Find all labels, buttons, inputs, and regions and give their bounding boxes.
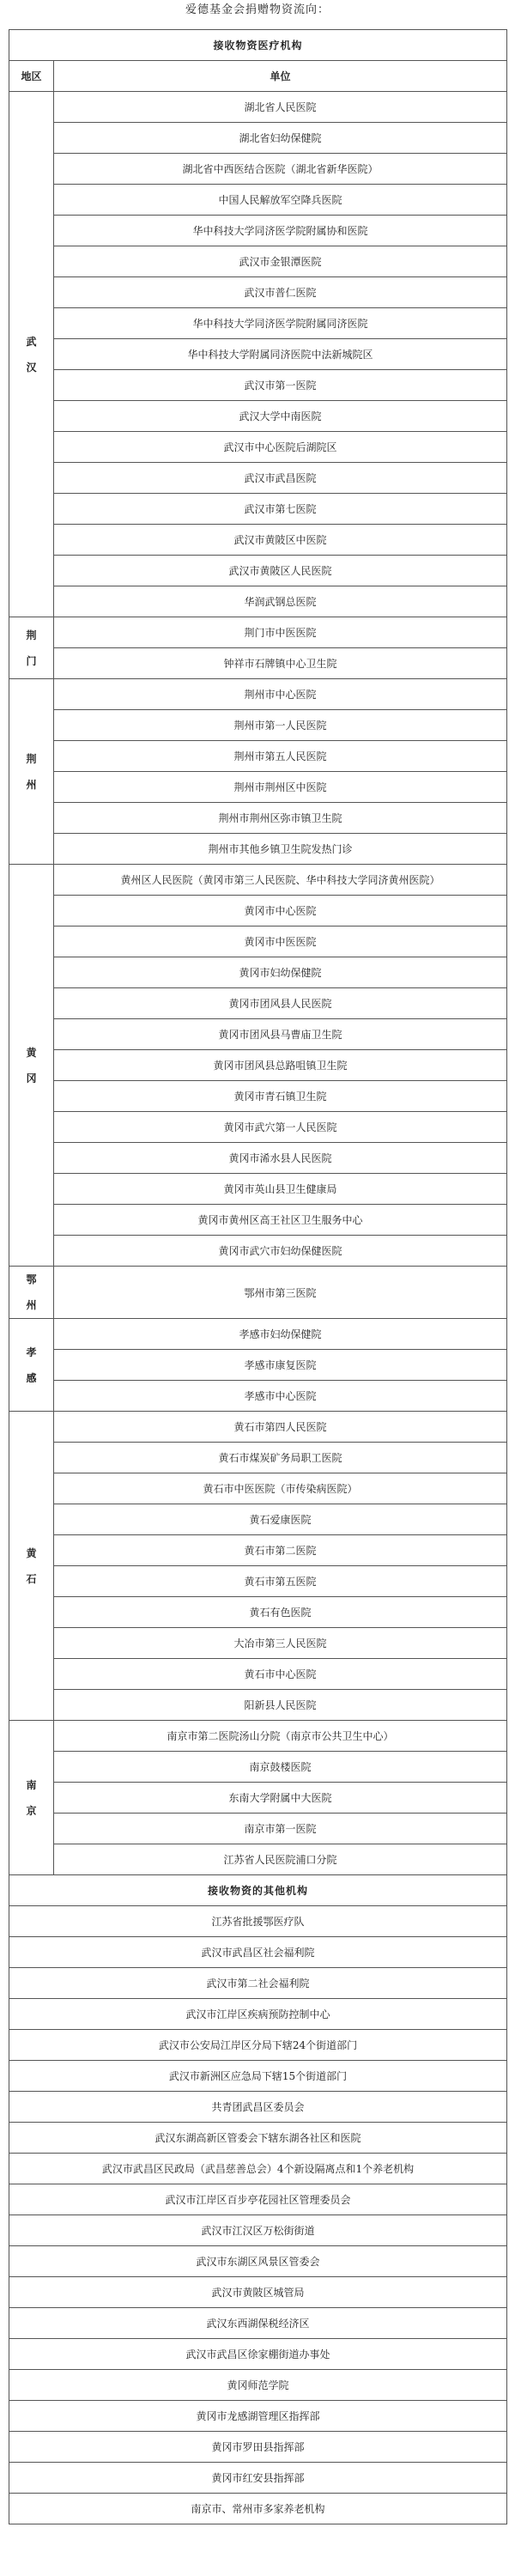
- unit-cell: 黄冈市龙感湖管理区指挥部: [9, 2401, 507, 2432]
- unit-cell: 武汉市中心医院后湖院区: [54, 432, 507, 463]
- unit-cell: 湖北省中西医结合医院（湖北省新华医院）: [54, 154, 507, 185]
- unit-cell: 华润武钢总医院: [54, 586, 507, 617]
- unit-cell: 黄石市煤炭矿务局职工医院: [54, 1443, 507, 1473]
- unit-cell: 武汉市新洲区应急局下辖15个街道部门: [9, 2061, 507, 2092]
- unit-cell: 南京鼓楼医院: [54, 1752, 507, 1783]
- table-row: [9, 679, 507, 710]
- unit-cell: 荆州市荆州区弥市镇卫生院: [54, 803, 507, 834]
- table-row: [9, 803, 507, 834]
- table-row: [9, 1814, 507, 1844]
- unit-cell: 孝感市中心医院: [54, 1381, 507, 1412]
- table-row: [9, 617, 507, 648]
- unit-cell: 黄石爱康医院: [54, 1504, 507, 1535]
- unit-cell: 大冶市第三人民医院: [54, 1628, 507, 1659]
- unit-cell: 黄冈市妇幼保健院: [54, 957, 507, 988]
- unit-cell: 黄石市第五医院: [54, 1566, 507, 1597]
- unit-cell: 武汉市黄陂区中医院: [54, 525, 507, 556]
- table-row: [9, 401, 507, 432]
- table-row: [9, 2308, 507, 2339]
- unit-cell: 鄂州市第三医院: [54, 1267, 507, 1319]
- unit-cell: 孝感市康复医院: [54, 1350, 507, 1381]
- unit-cell: 南京市第二医院汤山分院（南京市公共卫生中心）: [54, 1721, 507, 1752]
- unit-cell: 南京市、常州市多家养老机构: [9, 2494, 507, 2524]
- unit-cell: 武汉市武昌区民政局（武昌慈善总会）4个新设隔离点和1个养老机构: [9, 2154, 507, 2184]
- unit-cell: 武汉市普仁医院: [54, 277, 507, 308]
- table-row: [9, 1236, 507, 1267]
- section-title-other: 接收物资的其他机构: [9, 1875, 507, 1906]
- unit-cell: 黄冈市英山县卫生健康局: [54, 1174, 507, 1205]
- unit-cell: 荆州市第五人民医院: [54, 741, 507, 772]
- table-row: [9, 1174, 507, 1205]
- table-row: [9, 1319, 507, 1350]
- region-cell: 黄 石: [9, 1412, 54, 1721]
- table-row: [9, 1205, 507, 1236]
- table-row: [9, 1081, 507, 1112]
- unit-cell: 武汉东湖高新区管委会下辖东湖各社区和医院: [9, 2123, 507, 2154]
- unit-cell: 荆州市第一人民医院: [54, 710, 507, 741]
- unit-cell: 钟祥市石牌镇中心卫生院: [54, 648, 507, 679]
- unit-cell: 武汉市第七医院: [54, 494, 507, 525]
- table-row: [9, 741, 507, 772]
- table-row: [9, 370, 507, 401]
- table-row: [9, 1844, 507, 1875]
- table-row: [9, 2339, 507, 2370]
- unit-cell: 黄石市第二医院: [54, 1535, 507, 1566]
- unit-cell: 黄石市中医医院（市传染病医院）: [54, 1473, 507, 1504]
- table-row: [9, 277, 507, 308]
- column-header-unit: 单位: [54, 61, 507, 92]
- unit-cell: 阳新县人民医院: [54, 1690, 507, 1721]
- unit-cell: 黄石市中心医院: [54, 1659, 507, 1690]
- unit-cell: 华中科技大学附属同济医院中法新城院区: [54, 339, 507, 370]
- unit-cell: 华中科技大学同济医学院附属同济医院: [54, 308, 507, 339]
- unit-cell: 荆州市其他乡镇卫生院发热门诊: [54, 834, 507, 865]
- unit-cell: 黄冈市罗田县指挥部: [9, 2432, 507, 2463]
- table-row: [9, 2184, 507, 2215]
- section-row: [9, 1875, 507, 1906]
- unit-cell: 武汉市江岸区疾病预防控制中心: [9, 1999, 507, 2030]
- unit-cell: 共青团武昌区委员会: [9, 2092, 507, 2123]
- donation-table: [9, 29, 507, 2524]
- unit-cell: 荆门市中医医院: [54, 617, 507, 648]
- table-row: [9, 1443, 507, 1473]
- table-row: [9, 648, 507, 679]
- region-cell: 荆 门: [9, 617, 54, 679]
- unit-cell: 黄石市第四人民医院: [54, 1412, 507, 1443]
- table-row: [9, 1504, 507, 1535]
- table-row: [9, 308, 507, 339]
- table-row: [9, 1566, 507, 1597]
- table-row: [9, 2061, 507, 2092]
- table-row: [9, 123, 507, 154]
- table-row: [9, 463, 507, 494]
- table-row: [9, 1906, 507, 1937]
- table-row: [9, 154, 507, 185]
- header-row: [9, 61, 507, 92]
- unit-cell: 荆州市中心医院: [54, 679, 507, 710]
- unit-cell: 华中科技大学同济医学院附属协和医院: [54, 216, 507, 246]
- unit-cell: 武汉市金银潭医院: [54, 246, 507, 277]
- table-row: [9, 432, 507, 463]
- table-row: [9, 2432, 507, 2463]
- table-row: [9, 957, 507, 988]
- table-row: [9, 2154, 507, 2184]
- region-cell: 孝 感: [9, 1319, 54, 1412]
- table-row: [9, 1597, 507, 1628]
- unit-cell: 武汉市第二社会福利院: [9, 1968, 507, 1999]
- table-row: [9, 216, 507, 246]
- table-row: [9, 1019, 507, 1050]
- unit-cell: 黄冈市黄州区高王社区卫生服务中心: [54, 1205, 507, 1236]
- table-row: [9, 2215, 507, 2246]
- table-row: [9, 1381, 507, 1412]
- unit-cell: 黄冈市中心医院: [54, 896, 507, 927]
- table-row: [9, 246, 507, 277]
- table-row: [9, 494, 507, 525]
- table-row: [9, 92, 507, 123]
- table-row: [9, 1112, 507, 1143]
- region-cell: 荆 州: [9, 679, 54, 865]
- unit-cell: 南京市第一医院: [54, 1814, 507, 1844]
- unit-cell: 武汉市黄陂区城管局: [9, 2277, 507, 2308]
- table-row: [9, 2401, 507, 2432]
- unit-cell: 武汉大学中南医院: [54, 401, 507, 432]
- table-row: [9, 1628, 507, 1659]
- unit-cell: 武汉市东湖区风景区管委会: [9, 2246, 507, 2277]
- table-row: [9, 1968, 507, 1999]
- table-row: [9, 2092, 507, 2123]
- unit-cell: 黄冈师范学院: [9, 2370, 507, 2401]
- unit-cell: 湖北省妇幼保健院: [54, 123, 507, 154]
- unit-cell: 黄冈市中医医院: [54, 927, 507, 957]
- table-row: [9, 1412, 507, 1443]
- table-row: [9, 2277, 507, 2308]
- table-row: [9, 586, 507, 617]
- page-caption: 爱德基金会捐赠物资流向：: [185, 3, 330, 16]
- table-row: [9, 1050, 507, 1081]
- table-row: [9, 2370, 507, 2401]
- table-row: [9, 556, 507, 586]
- unit-cell: 武汉市武昌区社会福利院: [9, 1937, 507, 1968]
- table-row: [9, 185, 507, 216]
- unit-cell: 黄冈市团风县总路咀镇卫生院: [54, 1050, 507, 1081]
- unit-cell: 黄石有色医院: [54, 1597, 507, 1628]
- unit-cell: 黄冈市团风县人民医院: [54, 988, 507, 1019]
- unit-cell: 黄冈市红安县指挥部: [9, 2463, 507, 2494]
- region-cell: 鄂 州: [9, 1267, 54, 1319]
- section-title-medical: 接收物资医疗机构: [9, 30, 507, 61]
- unit-cell: 武汉市第一医院: [54, 370, 507, 401]
- table-row: [9, 1659, 507, 1690]
- table-row: [9, 710, 507, 741]
- table-row: [9, 1143, 507, 1174]
- table-row: [9, 1473, 507, 1504]
- unit-cell: 黄州区人民医院（黄冈市第三人民医院、华中科技大学同济黄州医院）: [54, 865, 507, 896]
- unit-cell: 武汉市江岸区百步亭花园社区管理委员会: [9, 2184, 507, 2215]
- table-row: [9, 2030, 507, 2061]
- unit-cell: 武汉市武昌区徐家棚街道办事处: [9, 2339, 507, 2370]
- table-row: [9, 525, 507, 556]
- table-row: [9, 896, 507, 927]
- table-row: [9, 1690, 507, 1721]
- table-row: [9, 1937, 507, 1968]
- unit-cell: 湖北省人民医院: [54, 92, 507, 123]
- region-cell: 武 汉: [9, 92, 54, 617]
- table-row: [9, 1267, 507, 1319]
- table-row: [9, 1535, 507, 1566]
- unit-cell: 荆州市荆州区中医院: [54, 772, 507, 803]
- table-row: [9, 1752, 507, 1783]
- table-row: [9, 2246, 507, 2277]
- unit-cell: 武汉市武昌医院: [54, 463, 507, 494]
- unit-cell: 黄冈市团风县马曹庙卫生院: [54, 1019, 507, 1050]
- table-row: [9, 1783, 507, 1814]
- unit-cell: 东南大学附属中大医院: [54, 1783, 507, 1814]
- column-header-region: 地区: [9, 61, 54, 92]
- table-row: [9, 834, 507, 865]
- unit-cell: 黄冈市武穴第一人民医院: [54, 1112, 507, 1143]
- table-row: [9, 2494, 507, 2524]
- table-row: [9, 1350, 507, 1381]
- table-body: [9, 30, 507, 2524]
- table-row: [9, 339, 507, 370]
- unit-cell: 武汉市江汉区万松街街道: [9, 2215, 507, 2246]
- unit-cell: 武汉市公安局江岸区分局下辖24个街道部门: [9, 2030, 507, 2061]
- table-row: [9, 772, 507, 803]
- table-row: [9, 2463, 507, 2494]
- unit-cell: 江苏省批援鄂医疗队: [9, 1906, 507, 1937]
- table-row: [9, 865, 507, 896]
- unit-cell: 黄冈市浠水县人民医院: [54, 1143, 507, 1174]
- table-row: [9, 927, 507, 957]
- unit-cell: 武汉市黄陂区人民医院: [54, 556, 507, 586]
- section-row: [9, 30, 507, 61]
- table-row: [9, 988, 507, 1019]
- unit-cell: 武汉东西湖保税经济区: [9, 2308, 507, 2339]
- table-row: [9, 1999, 507, 2030]
- region-cell: 黄 冈: [9, 865, 54, 1267]
- unit-cell: 中国人民解放军空降兵医院: [54, 185, 507, 216]
- region-cell: 南 京: [9, 1721, 54, 1875]
- unit-cell: 孝感市妇幼保健院: [54, 1319, 507, 1350]
- unit-cell: 黄冈市青石镇卫生院: [54, 1081, 507, 1112]
- unit-cell: 黄冈市武穴市妇幼保健医院: [54, 1236, 507, 1267]
- table-row: [9, 1721, 507, 1752]
- unit-cell: 江苏省人民医院浦口分院: [54, 1844, 507, 1875]
- table-row: [9, 2123, 507, 2154]
